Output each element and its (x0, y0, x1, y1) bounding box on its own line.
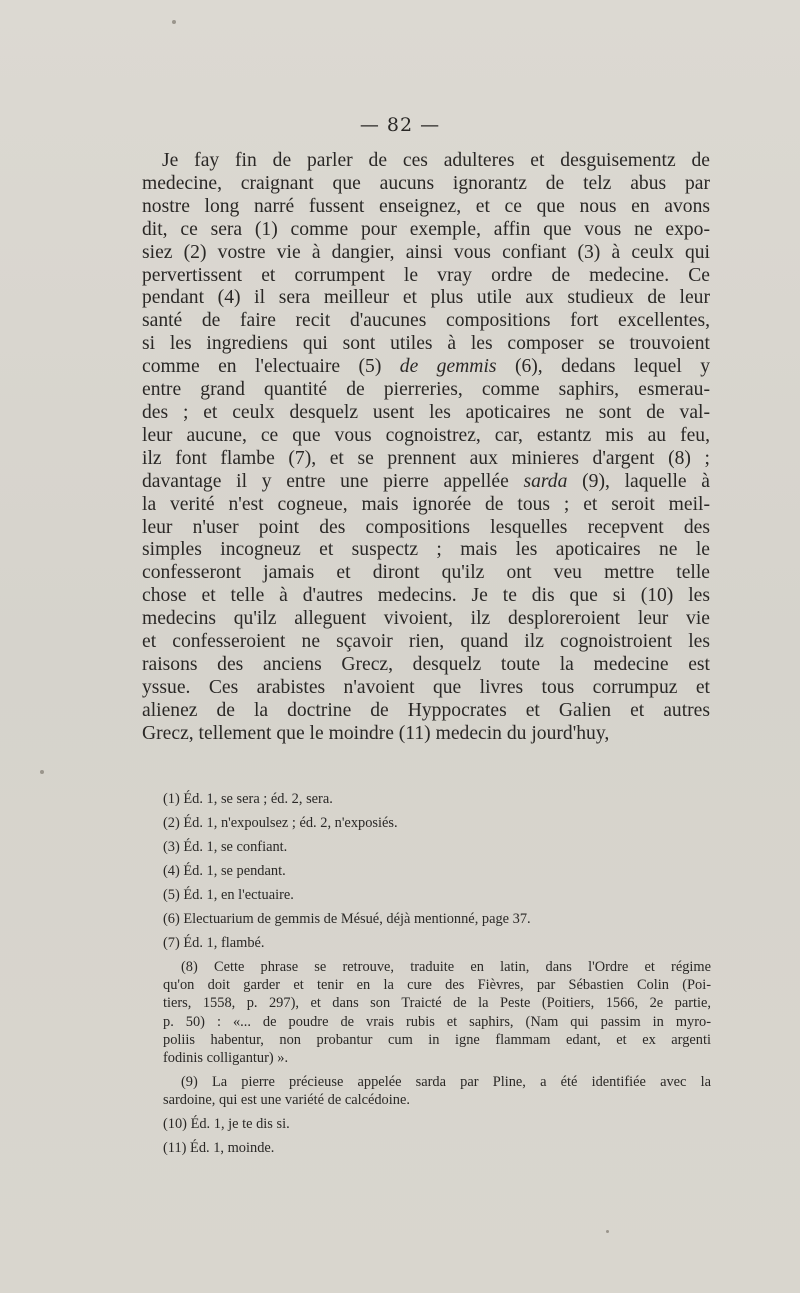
footnote-line: qu'on doit garder et tenir en la cure des Fièvres, par Sébastien Colin (Poi- (163, 977, 711, 994)
body-line: dit, ce sera (1) comme pour exemple, affin que vous ne expo- (142, 218, 710, 240)
footnote-line: (3) Éd. 1, se confiant. (163, 839, 288, 855)
footnote-1 (163, 790, 711, 808)
body-text (142, 150, 710, 746)
footnote-line: (11) Éd. 1, moinde. (163, 1140, 275, 1157)
footnote-4 (163, 862, 711, 880)
footnote-9 (163, 1073, 711, 1109)
body-line: siez (2) vostre vie à dangier, ainsi vous confiant (3) à ceulx qui (142, 241, 710, 263)
body-line: leur n'user point des compositions lesquelles recepvent des (142, 516, 710, 538)
footnote-10 (163, 1115, 711, 1133)
body-line: leur aucune, ce que vous cognoistrez, car, estantz mis au feu, (142, 424, 710, 446)
body-line: nostre long narré fussent enseignez, et ce que nous en avons (142, 195, 710, 217)
body-line: medecine, craignant que aucuns ignorantz de telz abus par (142, 172, 710, 194)
body-line: des ; et ceulx desquelz usent les apoticaires ne sont de val- (142, 401, 710, 423)
scan-speck (40, 770, 44, 774)
footnote-line: (8) Cette phrase se retrouve, traduite en latin, dans l'Ordre et régime (181, 959, 711, 975)
footnote-line: fodinis colligantur) ». (163, 1050, 289, 1067)
scan-speck (606, 1230, 609, 1233)
body-line: chose et telle à d'autres medecins. Je te dis que si (10) les (142, 585, 710, 607)
body-line: comme en l'electuaire (5) de gemmis (6), dedans lequel y (142, 356, 710, 378)
footnote-line: (7) Éd. 1, flambé. (163, 935, 265, 951)
footnote-line: p. 50) : «... de poudre de vrais rubis et saphirs, (Nam qui passim in myro- (163, 1013, 711, 1030)
body-line: santé de faire recit d'aucunes compositions fort excellentes, (142, 310, 710, 332)
footnote-line: (5) Éd. 1, en l'ectuaire. (163, 887, 294, 903)
footnote-6 (163, 910, 711, 928)
footnote-line: tiers, 1558, p. 297), et dans son Traicté de la Peste (Poitiers, 1566, 2e partie, (163, 995, 711, 1012)
footnote-line: (6) Electuarium de gemmis de Mésué, déjà mentionné, page 37. (163, 911, 531, 927)
body-line: alienez de la doctrine de Hyppocrates et Galien et autres (142, 699, 710, 721)
footnote-line: poliis habentur, non probantur cum in igne flammam edant, et ex argenti (163, 1031, 711, 1048)
body-line: simples incogneuz et suspectz ; mais les apoticaires ne le (142, 539, 710, 561)
footnote-11 (163, 1139, 711, 1157)
body-line: yssue. Ces arabistes n'avoient que livres tous corrumpuz et (142, 676, 710, 698)
footnote-7 (163, 934, 711, 952)
page-number: — 82 — (359, 114, 441, 136)
body-line: Grecz, tellement que le moindre (11) medecin du jourd'huy, (142, 722, 610, 744)
footnote-8 (163, 958, 711, 1067)
body-line: et confesseroient ne sçavoir rien, quand ilz cognoistroient les (142, 631, 710, 653)
footnotes (163, 790, 711, 1163)
body-line: pendant (4) il sera meilleur et plus utile aux studieux de leur (142, 287, 710, 309)
body-line: raisons des anciens Grecz, desquelz toute la medecine est (142, 653, 710, 675)
footnote-line: (9) La pierre précieuse appelée sarda par Pline, a été identifiée avec la (181, 1074, 711, 1091)
body-line: entre grand quantité de pierreries, comme saphirs, esmerau- (142, 379, 710, 401)
footnote-5 (163, 886, 711, 904)
footnote-line: (4) Éd. 1, se pendant. (163, 863, 286, 879)
scan-speck (172, 20, 176, 24)
body-line: si les ingrediens qui sont utiles à les composer se trouvoient (142, 333, 710, 355)
footnote-line: (10) Éd. 1, je te dis si. (163, 1116, 290, 1133)
body-line: confesseront jamais et diront qu'ilz ont veu mettre telle (142, 562, 710, 584)
footnote-line: (1) Éd. 1, se sera ; éd. 2, sera. (163, 791, 333, 807)
body-line: davantage il y entre une pierre appellée sarda (9), laquelle à (142, 470, 710, 492)
body-line: medecins qu'ilz alleguent vivoient, ilz desploreroient leur vie (142, 608, 710, 630)
body-line: Je fay fin de parler de ces adulteres et desguisementz de (162, 150, 710, 171)
footnote-line: (2) Éd. 1, n'expoulsez ; éd. 2, n'exposiés. (163, 815, 398, 831)
footnote-2 (163, 814, 711, 832)
body-line: pervertissent et corrumpent le vray ordre de medecine. Ce (142, 264, 710, 286)
body-line: la verité n'est cogneue, mais ignorée de tous ; et seroit meil- (142, 493, 710, 515)
footnote-3 (163, 838, 711, 856)
body-line: ilz font flambe (7), et se prennent aux minieres d'argent (8) ; (142, 447, 710, 469)
footnote-line: sardoine, qui est une variété de calcédoine. (163, 1092, 410, 1109)
